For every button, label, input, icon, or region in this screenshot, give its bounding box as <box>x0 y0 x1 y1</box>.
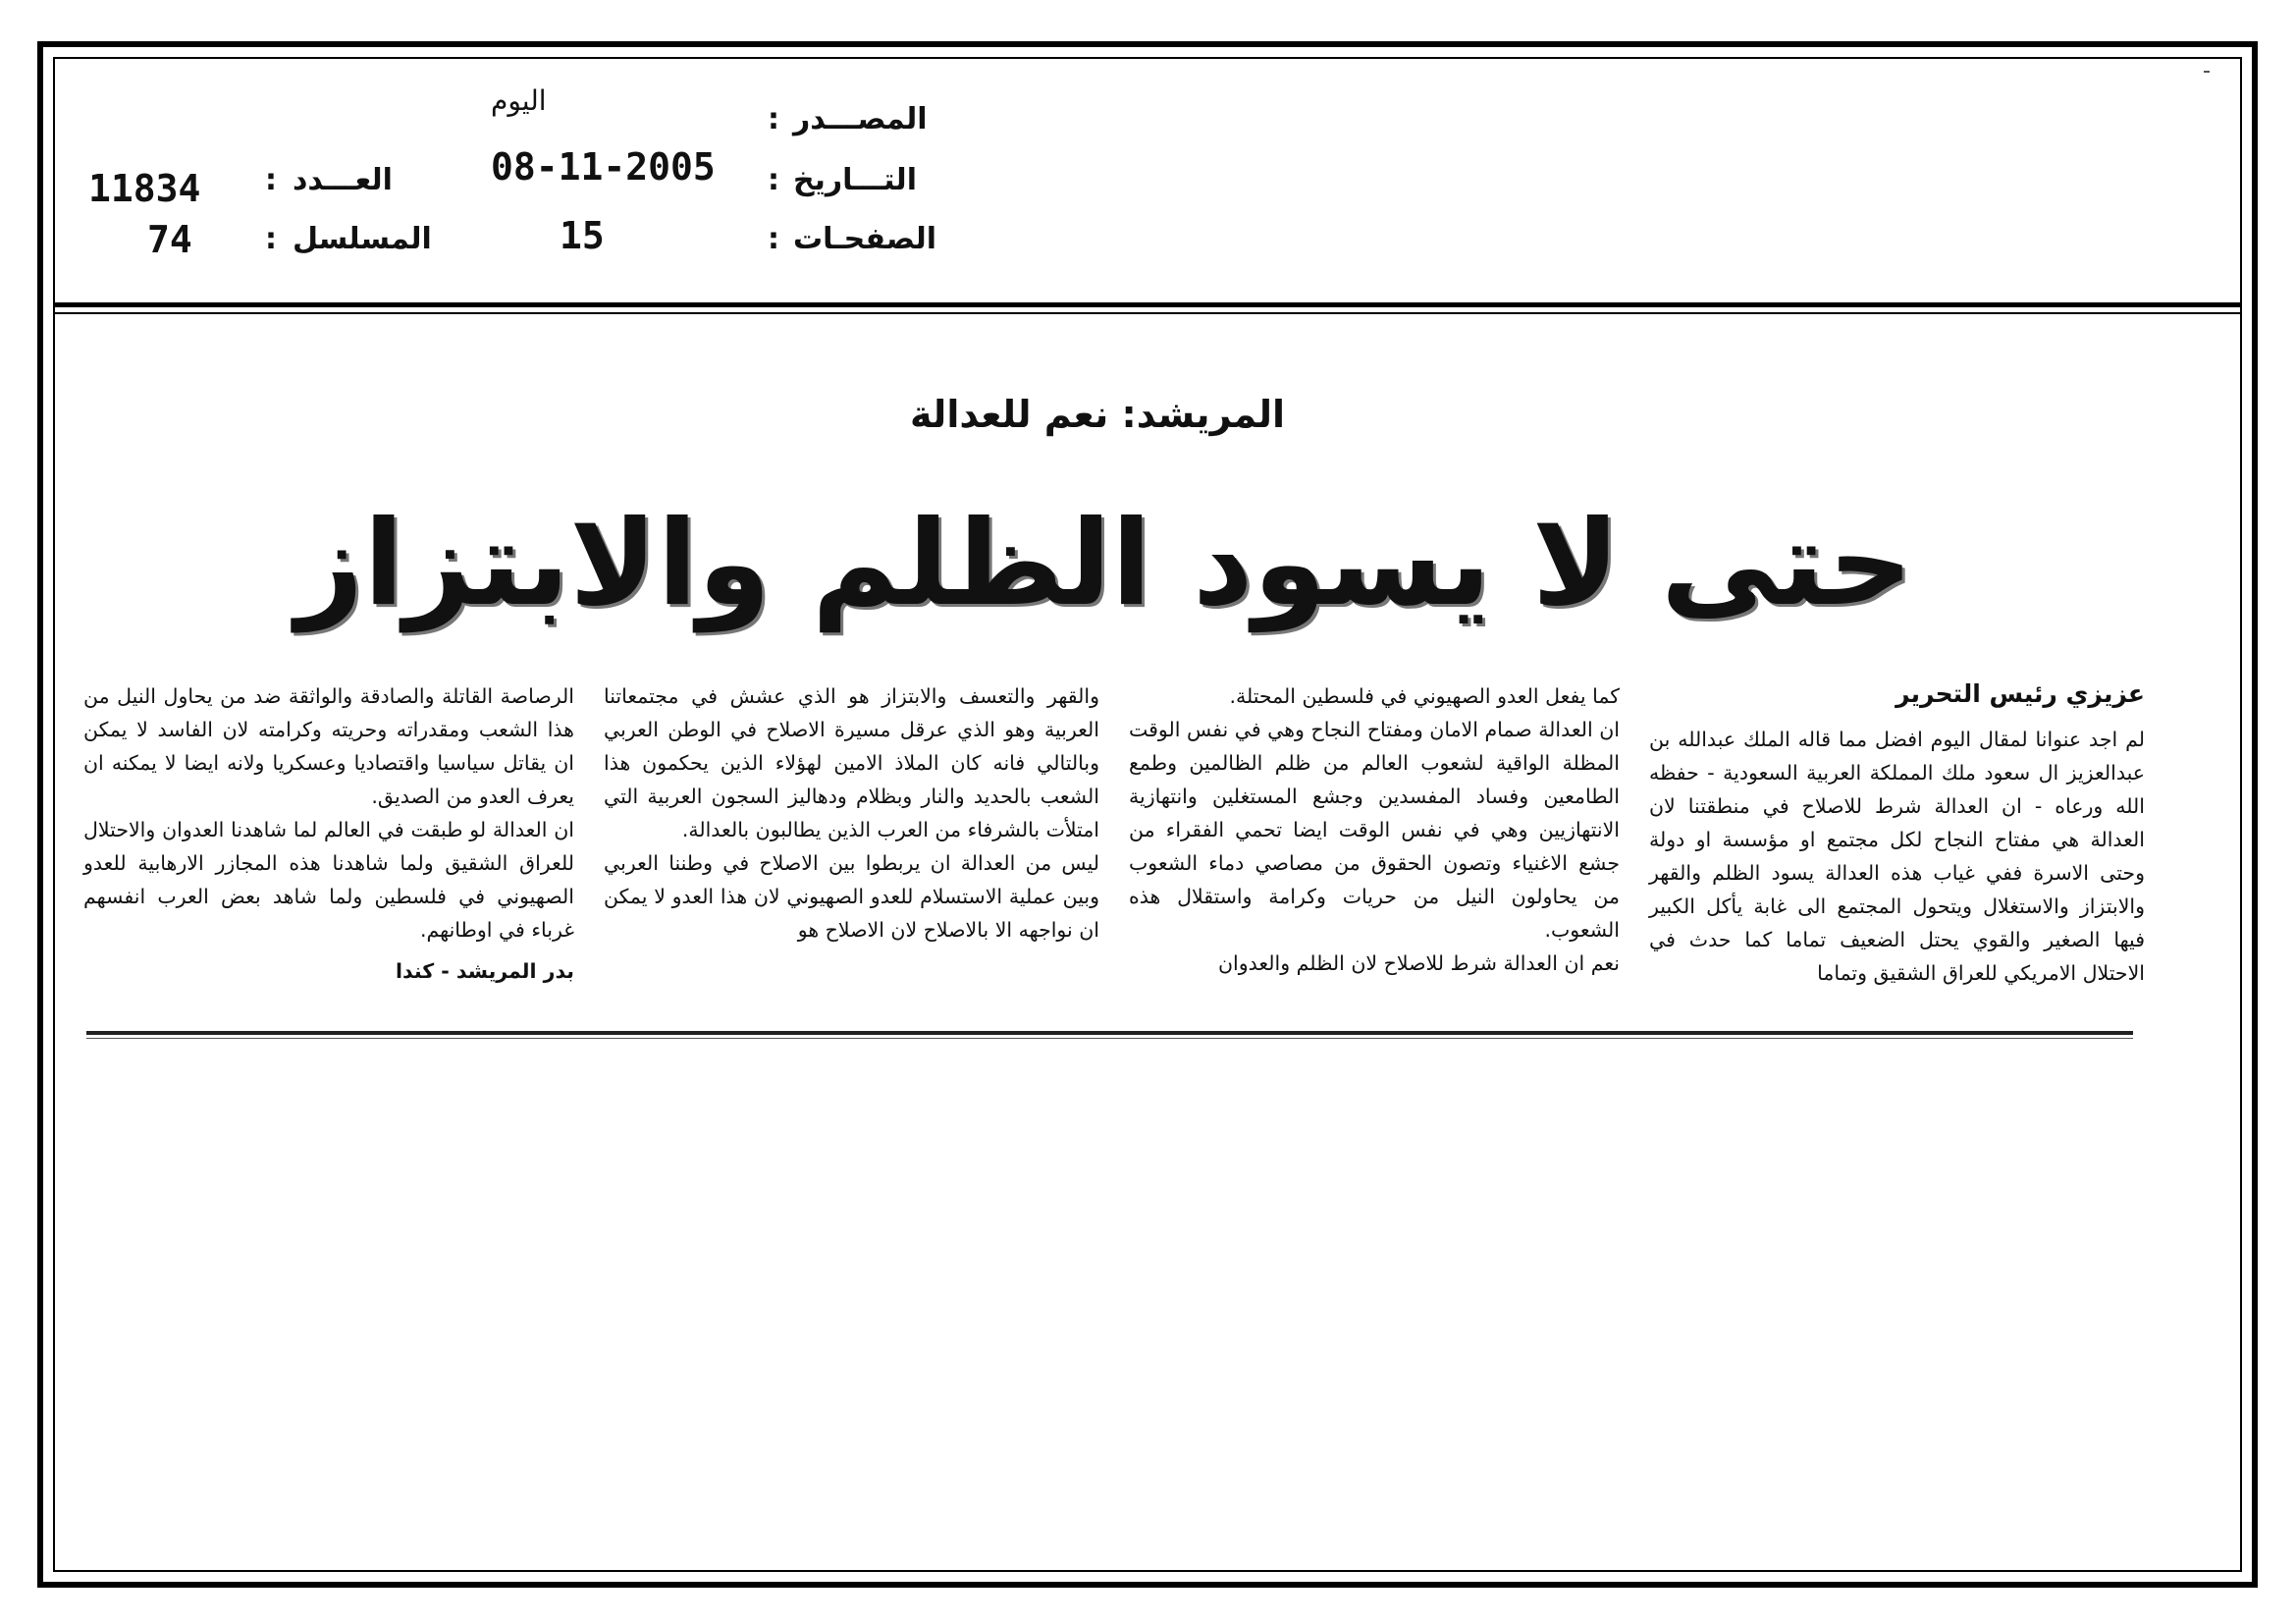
article-column-4 <box>83 679 574 988</box>
pages-label: الصفحـات <box>793 222 936 256</box>
column-4-paragraph-2: ان العدالة لو طبقت في العالم لما شاهدنا العدوان والاحتلال للعراق الشقيق ولما شاهدنا هذه المجازر الارهابية للعدو الصهيوني في فلسطين ولما شاهد بعض العرب انفسهم غرباء في اوطانهم. <box>83 818 574 942</box>
article-byline: بدر المريشد - كندا <box>395 959 574 983</box>
column-2-paragraph-2: ان العدالة صمام الامان ومفتاح النجاح وهي في نفس الوقت المظلة الواقية لشعوب العالم من ظلم الظالمين وطمع الطامعين وفساد المفسدين وجشع المستغلين وانتهازية الانتهازيين وهي في نفس الوقت ايضا تحمي الفقراء من جشع الاغنياء وتصون الحقوق من مصاصي دماء الشعوب من يحاولون النيل من حريات وكرامة واستقلال هذه الشعوب. <box>1129 718 1620 942</box>
column-2-paragraph-3: نعم ان العدالة شرط للاصلاح لان الظلم والعدوان <box>1218 951 1620 975</box>
article-greeting: عزيزي رئيس التحرير <box>1896 679 2145 708</box>
column-3-paragraph-1: والقهر والتعسف والابتزاز هو الذي عشش في مجتمعاتنا العربية وهو الذي عرقل مسيرة الاصلاح في الوطن العربي وبالتالي فانه كان الملاذ الامين لهؤلاء الذين يحكمون هذا الشعب بالحديد والنار وبظلام ودهاليز السجون العربية التي امتلأت بالشرفاء من العرب الذين يطالبون بالعدالة. <box>604 684 1099 841</box>
source-colon: : <box>768 102 779 136</box>
article-kicker: المريشد: نعم للعدالة <box>910 393 1285 436</box>
pages-colon: : <box>768 222 779 256</box>
issue-value: 11834 <box>88 167 201 210</box>
column-3-paragraph-2: ليس من العدالة ان يربطوا بين الاصلاح في وطننا العربي وبين عملية الاستسلام للعدو الصهيوني لان هذا العدو لا يمكن ان نواجهه الا بالاصلاح لان الاصلاح هو <box>604 851 1099 942</box>
date-colon: : <box>768 163 779 197</box>
date-value: 08-11-2005 <box>491 145 716 189</box>
article-headline: حتى لا يسود الظلم والابتزاز <box>295 496 1913 632</box>
article-column-3 <box>604 679 1099 947</box>
serial-colon: : <box>265 222 277 256</box>
column-4-paragraph-1: الرصاصة القاتلة والصادقة والواثقة ضد من يحاول النيل من هذا الشعب ومقدراته وحريته وكرامته لان الفاسد لا يمكن ان يقاتل سياسيا واقتصاديا وعسكريا ولانه ايضا لا يمكنه ان يعرف العدو من الصديق. <box>83 684 574 808</box>
header-divider-thin <box>55 312 2240 314</box>
issue-colon: : <box>265 163 277 197</box>
article-bottom-rule <box>86 1031 2133 1035</box>
serial-label: المسلسل <box>293 222 432 256</box>
source-value: اليوم <box>491 84 547 117</box>
column-2-paragraph-1: كما يفعل العدو الصهيوني في فلسطين المحتلة. <box>1229 684 1620 708</box>
serial-value: 74 <box>147 218 192 261</box>
scan-mark <box>2204 71 2210 73</box>
article-bottom-rule-thin <box>86 1038 2133 1039</box>
source-label: المصـــدر <box>793 102 928 136</box>
pages-value: 15 <box>560 214 605 257</box>
article-column-2 <box>1129 679 1620 980</box>
column-1-paragraph-1: لم اجد عنوانا لمقال اليوم افضل مما قاله الملك عبدالله بن عبدالعزيز ال سعود ملك المملكة العربية السعودية - حفظه الله ورعاه - ان العدالة شرط للاصلاح في منطقتنا لان العدالة هي مفتاح النجاح لكل مجتمع او مؤسسة او دولة وحتى الاسرة ففي غياب هذه العدالة يسود الظلم والقهر والابتزاز والاستغلال ويتحول المجتمع الى غابة يأكل الكبير فيها الصغير والقوي يحتل الضعيف تماما كما حدث في الاحتلال الامريكي للعراق الشقيق وتماما <box>1649 728 2145 985</box>
issue-label: العـــدد <box>293 163 393 197</box>
date-label: التـــاريخ <box>793 163 917 197</box>
article-column-1 <box>1649 677 2145 990</box>
header-divider <box>55 302 2240 307</box>
